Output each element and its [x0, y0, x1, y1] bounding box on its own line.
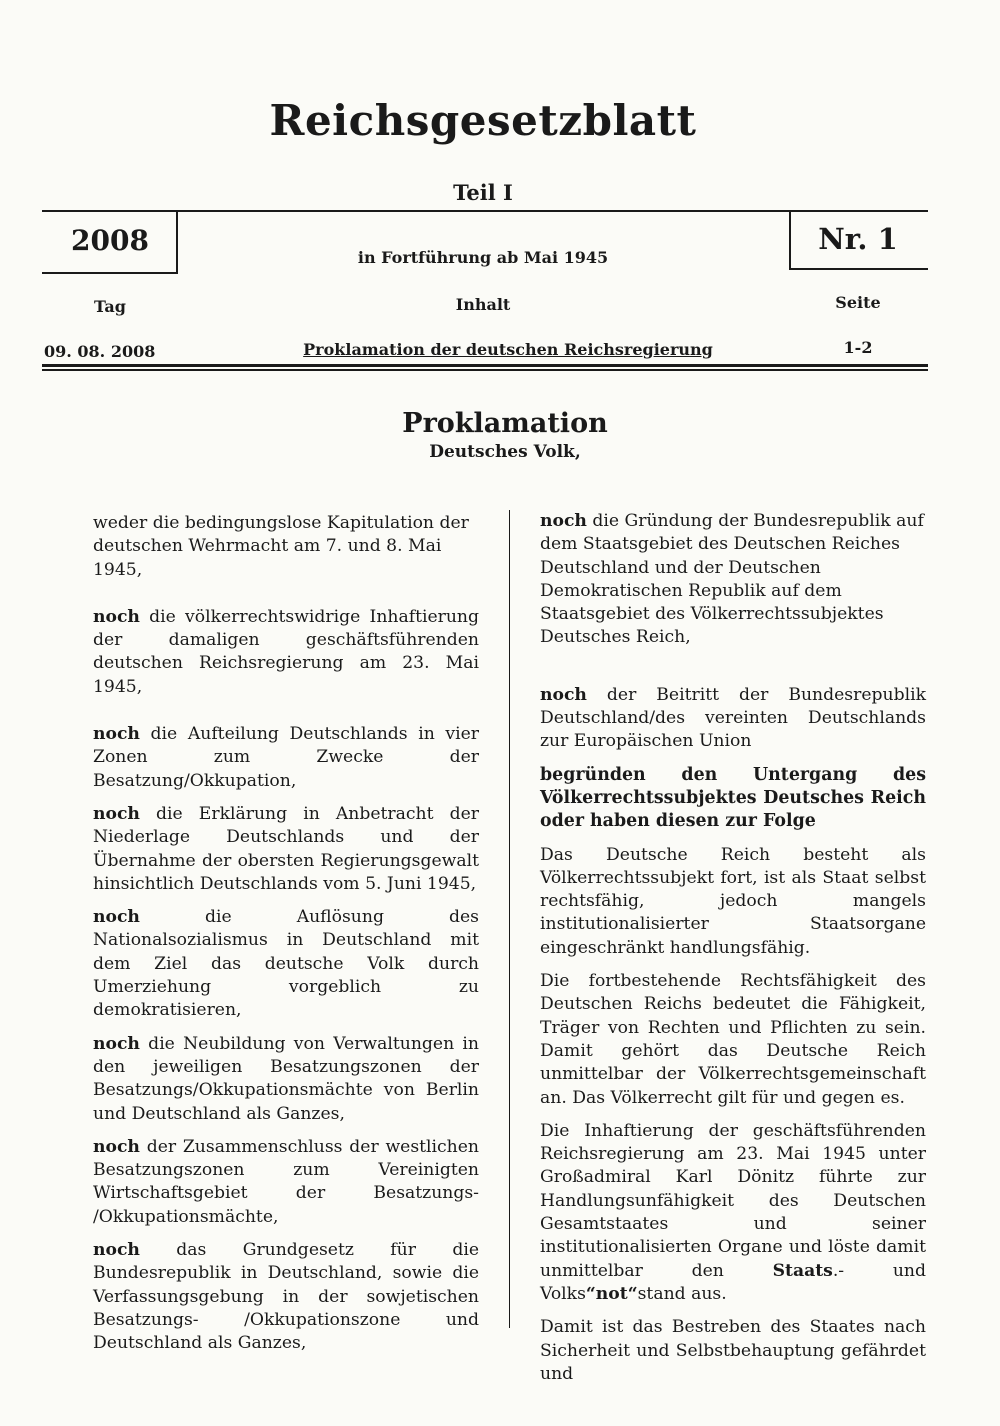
gazette-title: Reichsgesetzblatt: [269, 96, 697, 145]
paragraph-right-5: Die Inhaftierung der geschäftsführenden Reichsregierung am 23. Mai 1945 unter Großadmiral Karl Dönitz führte zur Handlungsunfähigkeit des Deutschen Gesamtstaates und seiner institutionalisierten Organe und löste damit unmittelbar den Staats.- und Volks“not“stand aus.: [540, 1120, 926, 1304]
header-bottom-rule-right: [789, 268, 928, 270]
paragraph-left-2: noch die völkerrechtswidrige Inhaftierung der damaligen geschäftsführenden deutschen Reichsregierung am 23. Mai 1945,: [93, 606, 479, 697]
toc-double-rule-bottom: [42, 369, 928, 371]
paragraph-right-1: noch die Gründung der Bundesrepublik auf dem Staatsgebiet des Deutschen Reiches Deutschland und der Deutschen Demokratischen Republik auf dem Staatsgebiet des Völkerrechtssubjektes Deutsches Reich,: [540, 511, 924, 648]
lead-word: noch: [93, 724, 140, 745]
paragraph-left-1: weder die bedingungslose Kapitulation der deutschen Wehrmacht am 7. und 8. Mai 1945,: [93, 513, 469, 580]
paragraph-left-3: noch die Aufteilung Deutschlands in vier Zonen zum Zwecke der Besatzung/Okkupation,: [93, 724, 479, 791]
issue-year: 2008: [71, 224, 149, 257]
left-column: [93, 512, 479, 1356]
paragraph-left-6: noch die Neubildung von Verwaltungen in den jeweiligen Besatzungszonen der Besatzungs/Okkupationsmächte von Berlin und Deutschland als Ganzes,: [93, 1033, 479, 1124]
lead-word: noch: [93, 907, 140, 928]
paragraph-right-2: noch der Beitritt der Bundesrepublik Deutschland/des vereinten Deutschlands zur Europäischen Union: [540, 684, 926, 752]
column-divider: [509, 510, 510, 1328]
lead-word: noch: [93, 1033, 140, 1054]
paragraph-left-5: noch die Auflösung des Nationalsozialismus in Deutschland mit dem Ziel das deutsche Volk durch Umerziehung vorgeblich zu demokratisieren,: [93, 907, 479, 1021]
lead-word: noch: [93, 1240, 140, 1261]
salutation: Deutsches Volk,: [429, 442, 581, 462]
toc-col-content: Inhalt: [455, 295, 511, 314]
lead-word: noch: [540, 511, 587, 531]
toc-col-page: Seite: [835, 293, 881, 312]
toc-col-day: Tag: [94, 297, 126, 316]
toc-double-rule-top: [42, 364, 928, 367]
toc-entry-page: 1-2: [843, 338, 873, 357]
paragraph-right-6: Damit ist das Bestreben des Staates nach Sicherheit und Selbstbehauptung gefährdet und: [540, 1317, 926, 1384]
paragraph-right-3: Das Deutsche Reich besteht als Völkerrechtssubjekt fort, ist als Staat selbst rechtsfähig, jedoch mangels institutionalisierter Staatsorgane eingeschränkt handlungsfähig.: [540, 844, 926, 958]
issue-number: Nr. 1: [818, 222, 898, 256]
paragraph-left-8: noch das Grundgesetz für die Bundesrepublik in Deutschland, sowie die Verfassungsgebung in der sowjetischen Besatzungs- /Okkupationszone und Deutschland als Ganzes,: [93, 1240, 479, 1354]
header-bottom-rule-left: [42, 272, 178, 274]
paragraph-right-4: Die fortbestehende Rechtsfähigkeit des Deutschen Reichs bedeutet die Fähigkeit, Träger von Rechten und Pflichten zu sein. Damit gehört das Deutsche Reich unmittelbar der Völkerrechtsgemeinschaft an. Das Völkerrecht gilt für und gegen es.: [540, 971, 926, 1108]
right-column: [540, 510, 926, 1386]
lead-word: noch: [540, 684, 587, 705]
paragraph-left-4: noch die Erklärung in Anbetracht der Niederlage Deutschlands und der Übernahme der obersten Regierungsgewalt hinsichtlich Deutschlands vom 5. Juni 1945,: [93, 803, 479, 894]
toc-entry-content: Proklamation der deutschen Reichsregierung: [303, 340, 713, 359]
lead-word: noch: [93, 803, 140, 824]
lead-word: noch: [93, 1136, 140, 1157]
lead-word: noch: [93, 606, 140, 627]
toc-entry-date: 09. 08. 2008: [44, 342, 156, 361]
continuation-note: in Fortführung ab Mai 1945: [357, 248, 609, 267]
conclusion-statement: begründen den Untergang des Völkerrechtssubjektes Deutsches Reich oder haben diesen zur Folge: [540, 764, 926, 832]
gazette-part: Teil I: [453, 180, 513, 205]
proclamation-heading: Proklamation: [402, 408, 608, 439]
header-top-rule: [42, 210, 928, 212]
paragraph-left-7: noch der Zusammenschluss der westlichen Besatzungszonen zum Vereinigten Wirtschaftsgebiet der Besatzungs- /Okkupationsmächte,: [93, 1136, 479, 1227]
